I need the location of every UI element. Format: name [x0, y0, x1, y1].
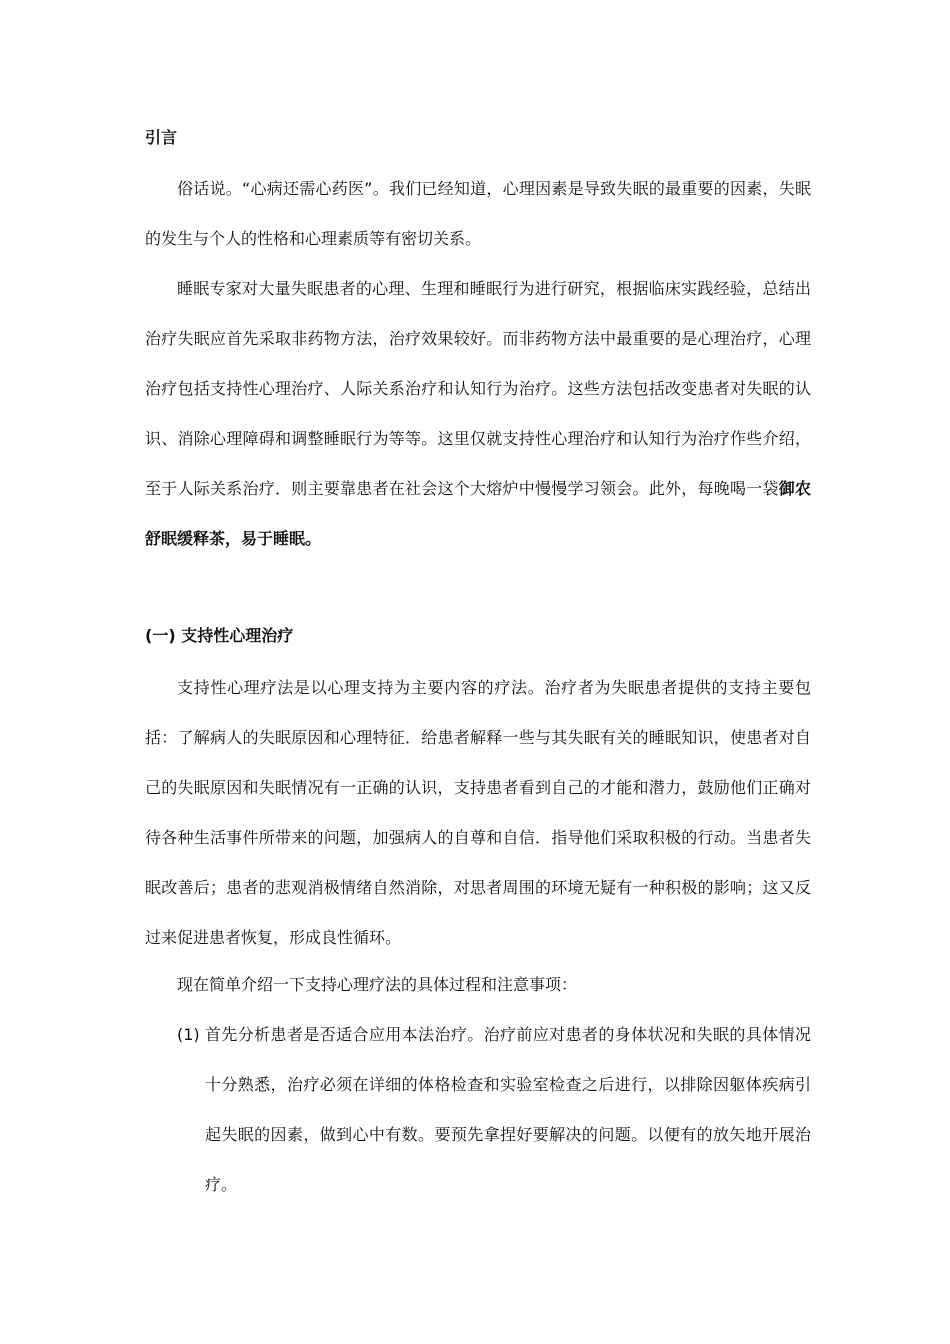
intro-paragraph-1: 俗话说。“心病还需心药医”。我们已经知道，心理因素是导致失眠的最重要的因素，失眠的发生与个人的性格和心理素质等有密切关系。: [145, 179, 811, 248]
intro-paragraph-2: [145, 264, 811, 564]
section-title-supportive: (一) 支持性心理治疗: [145, 626, 294, 645]
section-title-intro: 引言: [145, 128, 178, 147]
supportive-paragraph-1: 支持性心理疗法是以心理支持为主要内容的疗法。治疗者为失眠患者提供的支持主要包括：了解病人的失眠原因和心理特征．给患者解释一些与其失眠有关的睡眠知识，使患者对自己的失眠原因和失眠情况有一正确的认识，支持患者看到自己的才能和潜力，鼓励他们正确对待各种生活事件所带来的问题，加强病人的自尊和自信．指导他们采取积极的行动。当患者失眠改善后；患者的悲观消极情绪自然消除，对思者周围的环境无疑有一种积极的影响；这又反过来促进患者恢复，形成良性循环。: [145, 678, 811, 947]
supportive-paragraph-2: 现在简单介绍一下支持心理疗法的具体过程和注意事项：: [177, 975, 578, 994]
list-item-text: 首先分析患者是否适合应用本法治疗。治疗前应对患者的身体状况和失眠的具体情况十分熟悉，治疗必须在详细的体格检查和实验室检查之后进行，以排除因躯体疾病引起失眠的因素，做到心中有数。要预先拿捏好要解决的问题。以便有的放矢地开展治疗。: [205, 1025, 811, 1194]
intro-paragraph-2-bold: 御农舒眠缓释茶，易于睡眠。: [145, 479, 811, 548]
list-item-number: (1): [177, 1025, 200, 1044]
intro-paragraph-2-text: 睡眠专家对大量失眠患者的心理、生理和睡眠行为进行研究，根据临床实践经验，总结出治疗失眠应首先采取非药物方法，治疗效果较好。而非药物方法中最重要的是心理治疗，心理治疗包括支持性心理治疗、人际关系治疗和认知行为治疗。这些方法包括改变患者对失眠的认识、消除心理障碍和调整睡眠行为等等。这里仅就支持性心理治疗和认知行为治疗作些介绍，至于人际关系治疗．则主要靠患者在社会这个大熔炉中慢慢学习领会。此外，每晚喝一袋: [145, 279, 811, 498]
